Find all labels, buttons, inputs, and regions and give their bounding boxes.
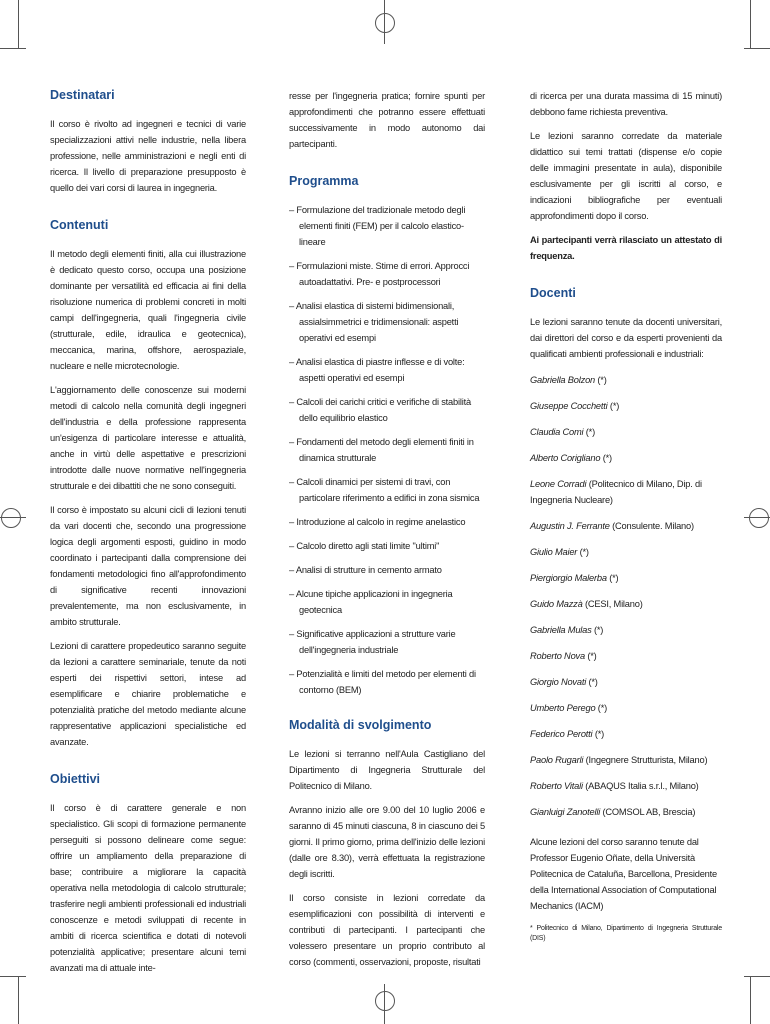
docente-item (530, 726, 722, 742)
programma-item: – Fondamenti del metodo degli elementi finiti in dinamica strutturale (289, 437, 474, 463)
section-heading-programma: Programma (289, 174, 359, 188)
docente-affiliation: (Ingegnere Strutturista, Milano) (583, 755, 708, 765)
svolgimento-paragraph: Le lezioni si terranno nell'Aula Castigliano del Dipartimento di Ingegneria Strutturale del Politecnico di Milano. (289, 749, 485, 791)
docente-name: Piergiorgio Malerba (530, 573, 607, 583)
crop-mark (0, 48, 26, 49)
svolgimento-paragraph: Avranno inizio alle ore 9.00 del 10 luglio 2006 e saranno di 45 minuti ciascuna, 8 in ciascuno dei 5 giorni. Il primo giorno, prima dell'inizio delle lezioni (dalle ore 8.30), verrà effettuata la registrazione degli iscritti. (289, 805, 485, 879)
docente-item (530, 700, 722, 716)
section-heading-contenuti: Contenuti (50, 218, 109, 232)
docente-item (530, 450, 722, 466)
docente-name: Gianluigi Zanotelli (530, 807, 601, 817)
programma-item: – Formulazione del tradizionale metodo degli elementi finiti (FEM) per il calcolo elastico-lineare (289, 205, 466, 247)
docente-name: Federico Perotti (530, 729, 593, 739)
crop-mark (750, 0, 751, 48)
docente-name: Umberto Perego (530, 703, 596, 713)
registration-mark-left (0, 517, 26, 518)
programma-item: – Analisi elastica di sistemi bidimensionali, assialsimmetrici e tridimensionali: aspetti operativi ed esempi (289, 301, 459, 343)
programma-item: – Analisi di strutture in cemento armato (289, 565, 442, 575)
contenuti-paragraph: Lezioni di carattere propedeutico saranno seguite da lezioni a carattere seminariale, tenute da noti esperti dei rispettivi settori, intese ad esemplificare e chiarire problematiche e potenzialità pratiche del metodo mediante alcune rappresentative applicazioni specialistiche ed avanzate. (50, 641, 246, 747)
docente-name: Leone Corradi (530, 479, 587, 489)
docente-name: Augustin J. Ferrante (530, 521, 610, 531)
materials-text: Le lezioni saranno corredate da materiale didattico sui temi trattati (dispense e/o copie delle immagini presentate in aula), disponibile esclusivamente per gli iscritti al corso, e indicazioni bibliografiche per eventuali approfondimenti dopo il corso. (530, 131, 722, 221)
docente-item (530, 622, 722, 638)
registration-mark-left (1, 508, 21, 528)
docente-item (530, 544, 722, 560)
programma-item: – Potenzialità e limiti del metodo per elementi di contorno (BEM) (289, 669, 476, 695)
docente-item (530, 778, 722, 794)
contenuti-paragraph: Il corso è impostato su alcuni cicli di lezioni tenuti da vari docenti che, secondo una progressione logica degli argomenti esposti, guidino in modo coordinato i partecipanti dalla comprensione dei fondamenti metodologici fino all'approfondimento di significative recenti innovazioni prevalentemente, ma non esclusivamente, in ambito strutturale. (50, 505, 246, 627)
crop-mark (18, 0, 19, 48)
docente-affiliation: (CESI, Milano) (582, 599, 643, 609)
section-heading-obiettivi: Obiettivi (50, 772, 101, 786)
svolgimento-paragraph: Il corso consiste in lezioni corredate da esemplificazioni con possibilità di interventi e contributi di partecipanti. I partecipanti che volessero presentare un proprio contributo al corso (commenti, osservazioni, proposte, risultati (289, 893, 485, 967)
programma-item: – Introduzione al calcolo in regime anelastico (289, 517, 466, 527)
docente-name: Giulio Maier (530, 547, 578, 557)
docente-affiliation: (*) (592, 729, 605, 739)
docente-item (530, 398, 722, 414)
registration-mark-top (384, 0, 385, 44)
programma-item: – Calcoli dei carichi critici e verifiche di stabilità dello equilibrio elastico (289, 397, 471, 423)
guest-lecturer-text: Alcune lezioni del corso saranno tenute dal Professor Eugenio Oñate, della Università Politecnica de Cataluña, Barcellona, Presidente della International Association of Computational Mechanics (IACM) (530, 837, 717, 911)
docente-item (530, 648, 722, 664)
docente-affiliation: (Consulente. Milano) (609, 521, 694, 531)
svolgimento-continuation: di ricerca per una durata massima di 15 minuti) debbono fame richiesta preventiva. (530, 91, 722, 117)
docente-item (530, 674, 722, 690)
docente-name: Paolo Rugarli (530, 755, 584, 765)
registration-mark-bottom (384, 984, 385, 1024)
section-heading-destinatari: Destinatari (50, 88, 115, 102)
docente-name: Alberto Corigliano (530, 453, 601, 463)
crop-mark (0, 976, 26, 977)
registration-mark-top (375, 13, 395, 33)
programma-item: – Calcoli dinamici per sistemi di travi, con particolare riferimento a edifici in zona sismica (289, 477, 480, 503)
docente-name: Giuseppe Cocchetti (530, 401, 608, 411)
footnote: * Politecnico di Milano, Dipartimento di Ingegneria Strutturale (DIS) (530, 925, 722, 942)
docente-item (530, 752, 722, 768)
programma-item: – Significative applicazioni a strutture varie dell'ingegneria industriale (289, 629, 456, 655)
docente-name: Roberto Nova (530, 651, 585, 661)
registration-mark-right (744, 517, 770, 518)
docente-affiliation: (*) (591, 625, 604, 635)
programma-item: – Alcune tipiche applicazioni in ingegneria geotecnica (289, 589, 453, 615)
docente-affiliation: (ABAQUS Italia s.r.l., Milano) (582, 781, 699, 791)
programma-list (289, 202, 485, 698)
docente-item (530, 518, 722, 534)
docente-affiliation: (Politecnico di Milano, Dip. di Ingegneria Nucleare) (530, 479, 702, 505)
docente-item (530, 424, 722, 440)
docente-affiliation: (*) (595, 375, 607, 385)
docente-affiliation: (*) (595, 703, 608, 713)
docenti-list (530, 372, 722, 820)
docente-item (530, 372, 722, 388)
column-right (530, 88, 722, 952)
column-middle (289, 88, 485, 978)
docente-affiliation: (*) (606, 573, 619, 583)
contenuti-paragraph: Il metodo degli elementi finiti, alla cui illustrazione è dedicato questo corso, occupa una posizione dominante per versatilità ed efficacia ai fini della risoluzione numerica di problemi concreti in molti campi dell'ingegneria, quali l'ingegneria civile (strutturale, edile, idraulica e geotecnica), meccanica, marina, offshore, aerospaziale, nucleare e nelle microtecnologie. (50, 249, 246, 371)
docente-affiliation: (*) (607, 401, 620, 411)
programma-item: – Calcolo diretto agli stati limite "ultimi" (289, 541, 440, 551)
docente-affiliation: (*) (584, 651, 597, 661)
docente-item (530, 476, 722, 508)
docente-affiliation: (*) (586, 677, 598, 687)
registration-mark-bottom (375, 991, 395, 1011)
attestato-text: Ai partecipanti verrà rilasciato un attestato di frequenza. (530, 235, 722, 261)
docente-item (530, 570, 722, 586)
programma-item: – Formulazioni miste. Stime di errori. Approcci autoadattativi. Pre- e postprocessori (289, 261, 470, 287)
obiettivi-continuation: resse per l'ingegneria pratica; fornire spunti per approfondimenti che potranno essere effettuati successivamente in modo autonomo dai partecipanti. (289, 91, 485, 149)
crop-mark (750, 976, 751, 1024)
column-left (50, 88, 246, 984)
docente-affiliation: (COMSOL AB, Brescia) (600, 807, 696, 817)
destinatari-text: Il corso è rivolto ad ingegneri e tecnici di varie specializzazioni attivi nelle industrie, nella libera professione, nelle amministrazioni e negli enti di ricerca. Il livello di preparazione presupposto è quello dei vari corsi di laurea in ingegneria. (50, 119, 246, 193)
crop-mark (744, 976, 770, 977)
docente-name: Claudia Comi (530, 427, 584, 437)
docente-affiliation: (*) (577, 547, 589, 557)
obiettivi-text: Il corso è di carattere generale e non specialistico. Gli scopi di formazione permanente perseguiti si possono delineare come segue: offrire un ampliamento della preparazione di base; contribuire a migliorare la capacità operativa nella metodologia di calcolo strutturale; trasferire negli ambienti professionali ed industriali conoscenze e metodi sviluppati di recente in ambiti di ricerca scientifica e dotati di notevoli potenzialità applicative; presentare alcuni temi avanzati ma di attuale inte- (50, 803, 246, 973)
docenti-intro: Le lezioni saranno tenute da docenti universitari, dai direttori del corso e da esperti provenienti da qualificati ambienti professionali e industriali: (530, 317, 722, 359)
section-heading-svolgimento: Modalità di svolgimento (289, 718, 432, 732)
docente-name: Guido Mazzà (530, 599, 583, 609)
section-heading-docenti: Docenti (530, 286, 576, 300)
crop-mark (18, 976, 19, 1024)
programma-item: – Analisi elastica di piastre inflesse e di volte: aspetti operativi ed esempi (289, 357, 465, 383)
docente-affiliation: (*) (600, 453, 612, 463)
docente-affiliation: (*) (583, 427, 595, 437)
docente-name: Gabriella Bolzon (530, 375, 596, 385)
docente-item (530, 804, 722, 820)
contenuti-paragraph: L'aggiornamento delle conoscenze sui moderni metodi di calcolo nella comunità degli ingegneri dell'industria e della professione rappresenta un'esigenza di particolare interesse e attualità, anche in virtù delle aspettative e prescrizioni introdotte dalle nuove normative nell'ingegneria strutturale e dei dibattiti che ne sono conseguiti. (50, 385, 246, 491)
docente-name: Giorgio Novati (530, 677, 587, 687)
docente-item (530, 596, 722, 612)
crop-mark (744, 48, 770, 49)
docente-name: Roberto Vitali (530, 781, 583, 791)
docente-name: Gabriella Mulas (530, 625, 592, 635)
registration-mark-right (749, 508, 769, 528)
